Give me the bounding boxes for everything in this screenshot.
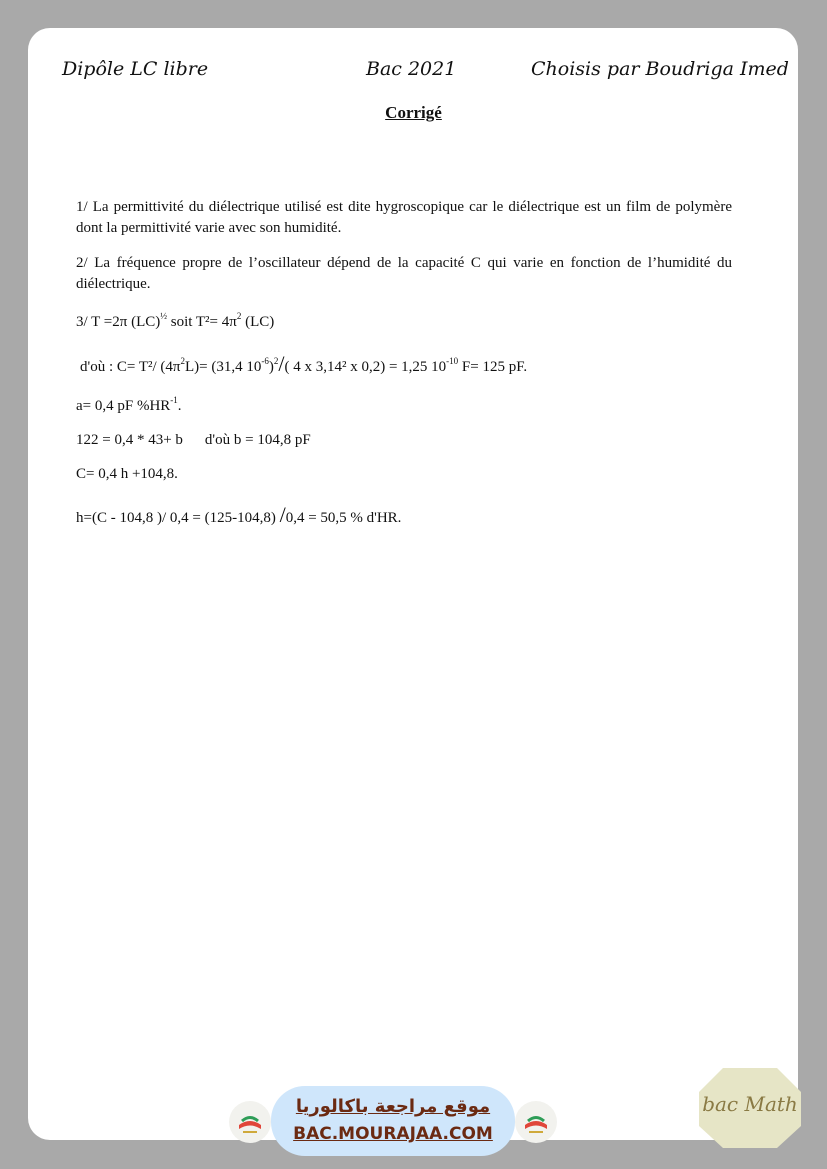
formula-part: a= 0,4 pF %HR bbox=[76, 398, 171, 414]
formula-part: F= 125 pF. bbox=[458, 359, 528, 375]
formula-part: ( 4 x 3,14² x 0,2) = 1,25 10 bbox=[284, 359, 447, 375]
answer-2: 2/ La fréquence propre de l’oscillateur dépend de la capacité C qui varie en fonction de l’humidité du diélectrique. bbox=[76, 255, 732, 292]
banner-url-link[interactable]: BAC.MOURAJAA.COM bbox=[293, 1124, 493, 1144]
capacity-calculation bbox=[80, 351, 528, 376]
formula-part: h=(C - 104,8 )/ 0,4 = (125-104,8) bbox=[76, 510, 280, 526]
banner-arabic-title: موقع مراجعة باكالوريا bbox=[295, 1096, 491, 1117]
document-page bbox=[28, 28, 798, 1140]
slope-value bbox=[76, 395, 182, 415]
formula-exponent: 2 bbox=[273, 356, 279, 366]
header-left: Dipôle LC libre bbox=[62, 58, 209, 80]
answer-3-formula bbox=[76, 311, 275, 331]
formula-part: L)= (31,4 10 bbox=[184, 359, 262, 375]
formula-part: ) bbox=[268, 359, 274, 375]
book-icon bbox=[515, 1101, 557, 1143]
formula-part: soit T²= 4π bbox=[166, 314, 237, 330]
formula-part: d'où b = 104,8 pF bbox=[204, 432, 311, 448]
formula-exponent: 2 bbox=[180, 356, 185, 366]
capacity-law: C= 0,4 h +104,8. bbox=[76, 466, 178, 482]
formula-exponent: -6 bbox=[261, 356, 269, 366]
humidity-result bbox=[76, 502, 402, 527]
page-title: Corrigé bbox=[385, 103, 442, 122]
site-banner[interactable] bbox=[271, 1086, 515, 1156]
fraction-slash: / bbox=[279, 502, 286, 527]
intercept-equation bbox=[76, 432, 311, 449]
header-center: Bac 2021 bbox=[366, 58, 457, 80]
site-logo-icon bbox=[515, 1101, 557, 1143]
fraction-slash: / bbox=[278, 351, 285, 376]
formula-part: . bbox=[177, 398, 182, 414]
formula-exponent: -1 bbox=[170, 395, 178, 405]
formula-part: (LC) bbox=[241, 314, 275, 330]
formula-exponent: -10 bbox=[446, 356, 459, 366]
answer-1: 1/ La permittivité du diélectrique utilisé est dite hygroscopique car le diélectrique est un film de polymère dont la permittivité varie avec son humidité. bbox=[76, 199, 732, 236]
formula-part: 0,4 = 50,5 % d'HR. bbox=[285, 510, 402, 526]
formula-part: 3/ T =2π (LC) bbox=[76, 314, 161, 330]
bac-math-badge-text: bac Math bbox=[702, 1092, 798, 1116]
header-right: Choisis par Boudriga Imed bbox=[531, 58, 789, 80]
site-logo-icon bbox=[229, 1101, 271, 1143]
formula-exponent: ½ bbox=[160, 311, 167, 321]
formula-exponent: 2 bbox=[236, 311, 242, 321]
book-icon bbox=[229, 1101, 271, 1143]
formula-part: d'où : C= T²/ (4π bbox=[80, 359, 181, 375]
formula-part: 122 = 0,4 * 43+ b bbox=[76, 432, 183, 448]
